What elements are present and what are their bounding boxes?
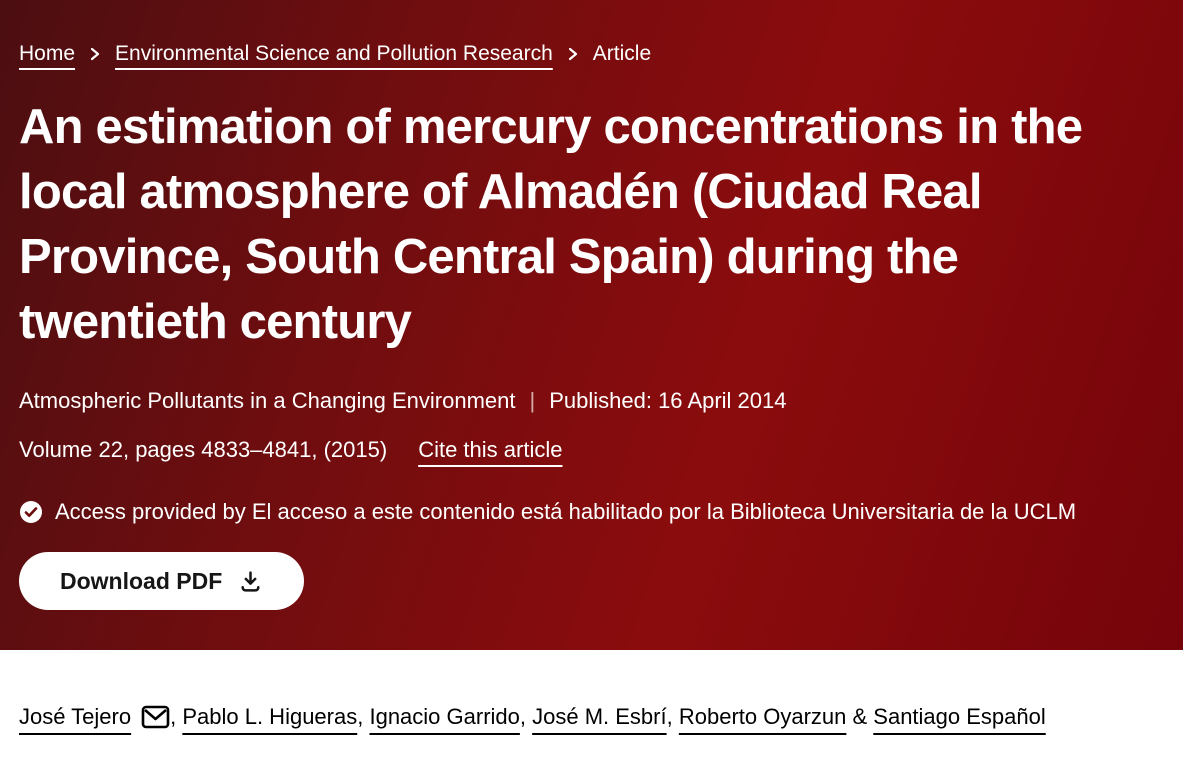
author-link[interactable]: Ignacio Garrido — [369, 704, 520, 729]
breadcrumb-current-article: Article — [592, 42, 652, 65]
publication-meta — [19, 386, 1163, 416]
breadcrumb-link-home[interactable]: Home — [19, 42, 76, 65]
meta-separator: | — [529, 388, 536, 413]
download-pdf-button[interactable] — [19, 552, 304, 610]
page-title: An estimation of mercury concentrations in the local atmosphere of Almadén (Ciudad Real Province, South Central Spain) during the twentieth century — [19, 100, 1083, 349]
author-separator: & — [846, 704, 874, 729]
cite-this-article-link[interactable]: Cite this article — [418, 437, 563, 462]
download-icon — [238, 569, 263, 594]
check-circle-icon — [19, 500, 43, 524]
author-separator: , — [357, 704, 370, 729]
breadcrumb — [19, 40, 1163, 68]
volume-meta — [19, 435, 1163, 465]
author-separator: , — [519, 704, 533, 729]
author-link[interactable]: Santiago Español — [873, 704, 1046, 729]
access-note-row — [19, 498, 1163, 526]
collection-link[interactable]: Atmospheric Pollutants in a Changing Environment — [19, 388, 516, 413]
chevron-right-icon — [88, 46, 102, 62]
published-date: Published: 16 April 2014 — [549, 388, 787, 413]
authors-line — [19, 692, 1144, 741]
volume-pages-text: Volume 22, pages 4833–4841, (2015) — [19, 437, 388, 462]
author-link[interactable]: José M. Esbrí — [532, 704, 667, 729]
author-link[interactable]: Pablo L. Higueras — [182, 704, 358, 729]
breadcrumb-link-journal[interactable]: Environmental Science and Pollution Research — [115, 42, 553, 65]
author-link[interactable]: José Tejero — [19, 704, 132, 729]
chevron-right-icon — [566, 46, 580, 62]
access-note-text: Access provided by El acceso a este contenido está habilitado por la Biblioteca Universitaria de la UCLM — [55, 499, 1077, 524]
envelope-icon[interactable] — [141, 705, 170, 729]
author-separator: , — [666, 704, 679, 729]
author-link[interactable]: Roberto Oyarzun — [678, 704, 847, 729]
authors-section — [0, 650, 1183, 765]
download-pdf-label: Download PDF — [60, 567, 223, 594]
author-separator: , — [170, 704, 183, 729]
